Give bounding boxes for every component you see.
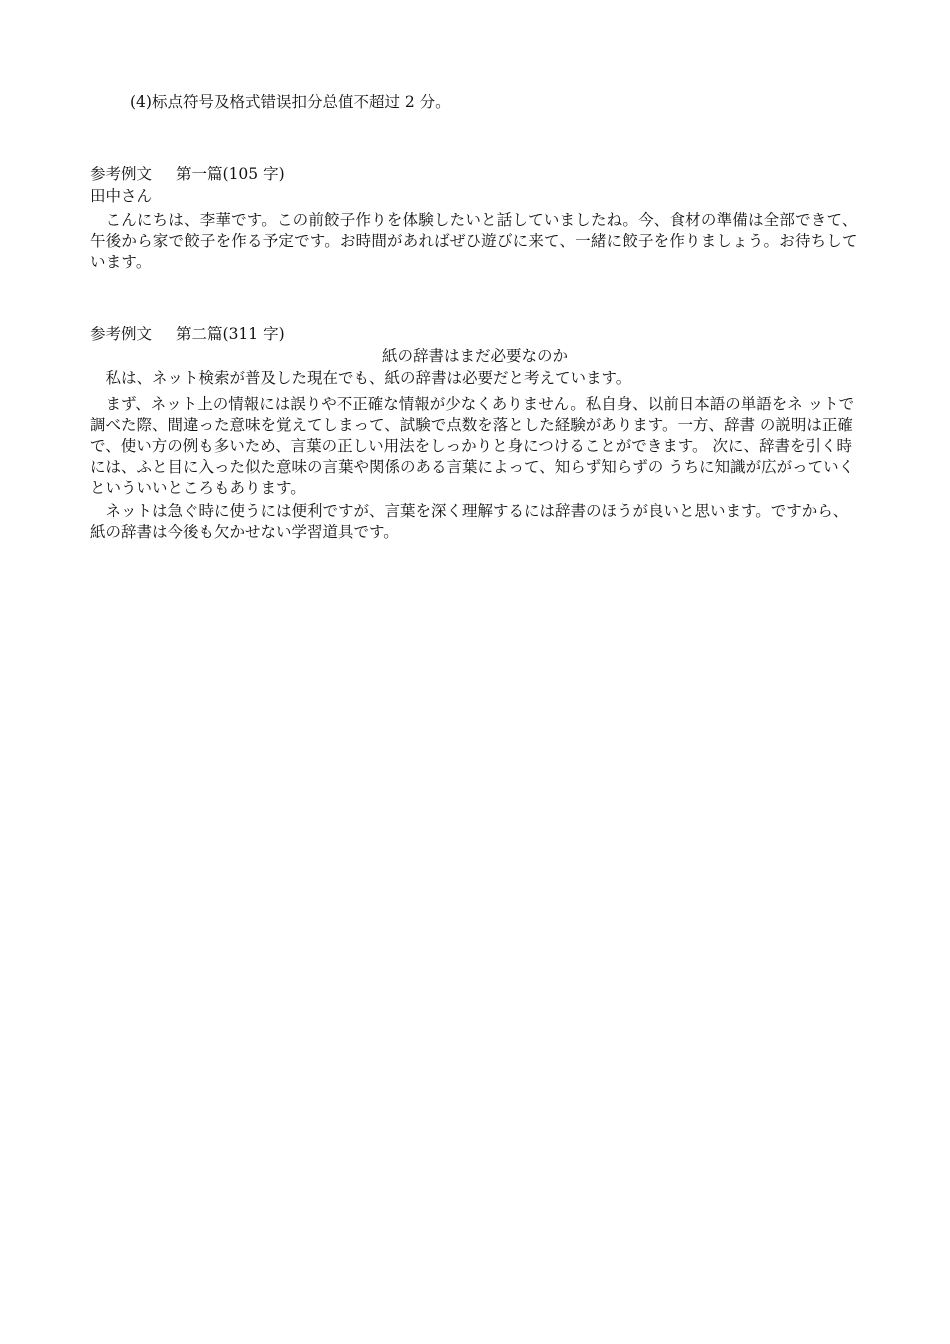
grading-note: (4)标点符号及格式错误扣分总值不超过 2 分。 xyxy=(130,93,451,111)
essay2-paragraph-3: ネットは急ぐ時に使うには便利ですが、言葉を深く理解するには辞書のほうが良いと思います。ですから、紙の辞書は今後も欠かせない学習道具です。 xyxy=(90,502,849,541)
essay2-paragraph-1: 私は、ネット検索が普及した現在でも、紙の辞書は必要だと考えています。 xyxy=(105,369,632,387)
essay1-addressee: 田中さん xyxy=(90,187,153,205)
essay2-paragraph-2: まず、ネット上の情報には誤りや不正確な情報が少なくありません。私自身、以前日本語の単語をネ ットで調べた際、間違った意味を覚えてしまって、試験で点数を落とした経験があります。一方、辞書 の説明は正確で、使い方の例も多いため、言葉の正しい用法をしっかりと身につけることができます。 次に、辞書を引く時には、ふと目に入った似た意味の言葉や関係のある言葉によって、知らず知らずの うちに知識が広がっていくといういいところもあります。 xyxy=(90,395,855,497)
essay2-title: 第二篇(311 字) xyxy=(176,325,285,343)
essay2-label: 参考例文 xyxy=(90,325,153,343)
essay1-header xyxy=(90,164,860,184)
essay1-body: こんにちは、李華です。この前餃子作りを体験したいと話していましたね。今、食材の準備は全部できて、午後から家で餃子を作る予定です。お時間があればぜひ遊びに来て、一緒に餃子を作りましょう。お待ちしています。 xyxy=(90,211,858,271)
essay2-heading: 紙の辞書はまだ必要なのか xyxy=(381,347,568,365)
essay1-title: 第一篇(105 字) xyxy=(176,165,285,183)
essay1-label: 参考例文 xyxy=(90,165,153,183)
essay2-header xyxy=(90,324,860,344)
